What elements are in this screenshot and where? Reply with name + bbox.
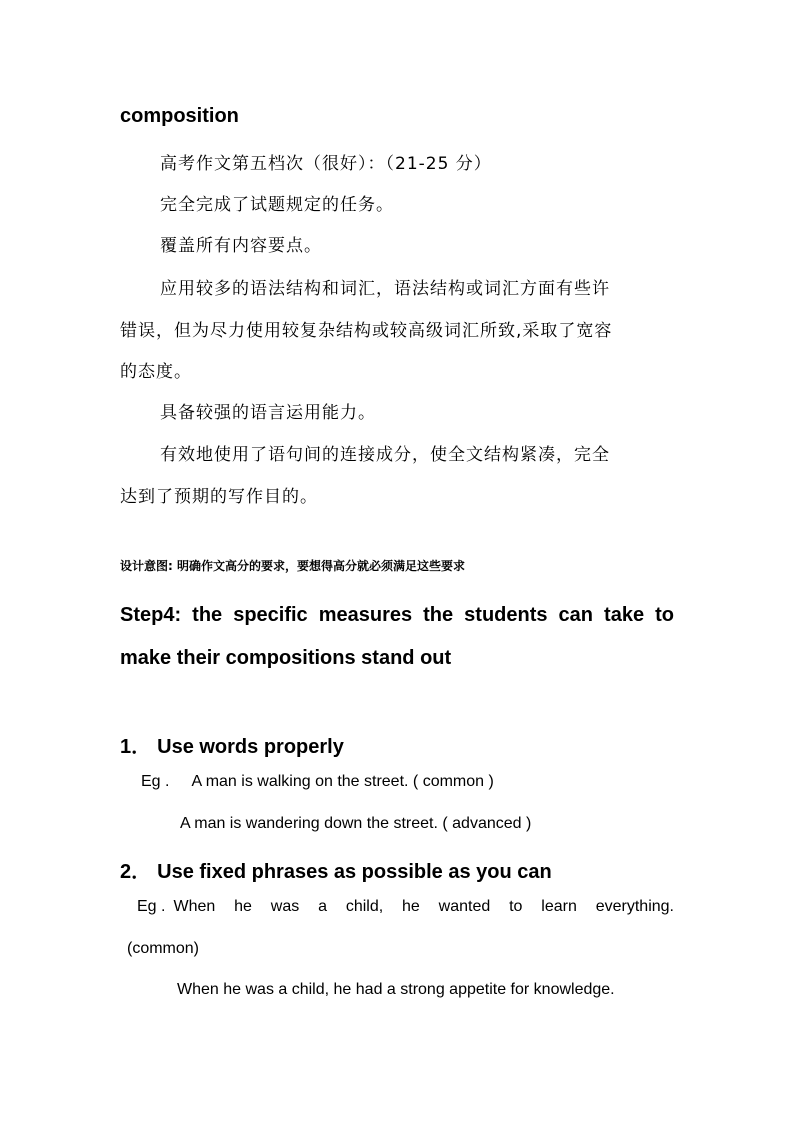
item-2-example-common: When he was a child, he wanted to learn everything. [173, 898, 674, 915]
design-intent-note: 设计意图: 明确作文高分的要求，要想得高分就必须满足这些要求 [120, 559, 465, 573]
item-2-number: 2． [120, 861, 152, 883]
step4-heading-line-1: Step4: the specific measures the students can take to [120, 604, 674, 626]
item-1-example-advanced: A man is wandering down the street. ( advanced ) [180, 815, 532, 832]
item-1-example-1 [141, 773, 494, 791]
grammar-paragraph-line-2: 错误，但为尽力使用较复杂结构或较高级词汇所致,采取了宽容 [120, 321, 613, 341]
cohesion-paragraph-line-2: 达到了预期的写作目的。 [120, 487, 318, 507]
criteria-language-ability: 具备较强的语言运用能力。 [160, 403, 376, 423]
item-1-eg-label: Eg . [141, 773, 170, 790]
criteria-grade-level: 高考作文第五档次（很好）：（21-25 分） [160, 154, 492, 174]
item-2-common-tag: (common) [127, 940, 200, 957]
item-2-example-advanced: When he was a child, he had a strong appetite for knowledge. [177, 981, 615, 998]
item-1-example-common: A man is walking on the street. ( common ) [191, 773, 494, 790]
grammar-paragraph-line-1: 应用较多的语法结构和词汇，语法结构或词汇方面有些许 [160, 279, 610, 299]
item-2-eg-label: Eg . [137, 898, 166, 915]
item-2-example-1 [137, 898, 674, 916]
criteria-task-complete: 完全完成了试题规定的任务。 [160, 195, 394, 215]
step4-heading-line-2: make their compositions stand out [120, 647, 452, 669]
item-1-title: Use words properly [157, 736, 344, 758]
criteria-content-points: 覆盖所有内容要点。 [160, 236, 322, 256]
composition-heading: composition [120, 105, 239, 127]
cohesion-paragraph-line-1: 有效地使用了语句间的连接成分，使全文结构紧凑，完全 [160, 445, 610, 465]
item-1-number: 1． [120, 736, 152, 758]
item-1-heading [120, 730, 344, 759]
item-2-title: Use fixed phrases as possible as you can [157, 861, 552, 883]
grammar-paragraph-line-3: 的态度。 [120, 362, 192, 382]
item-2-heading [120, 855, 552, 884]
